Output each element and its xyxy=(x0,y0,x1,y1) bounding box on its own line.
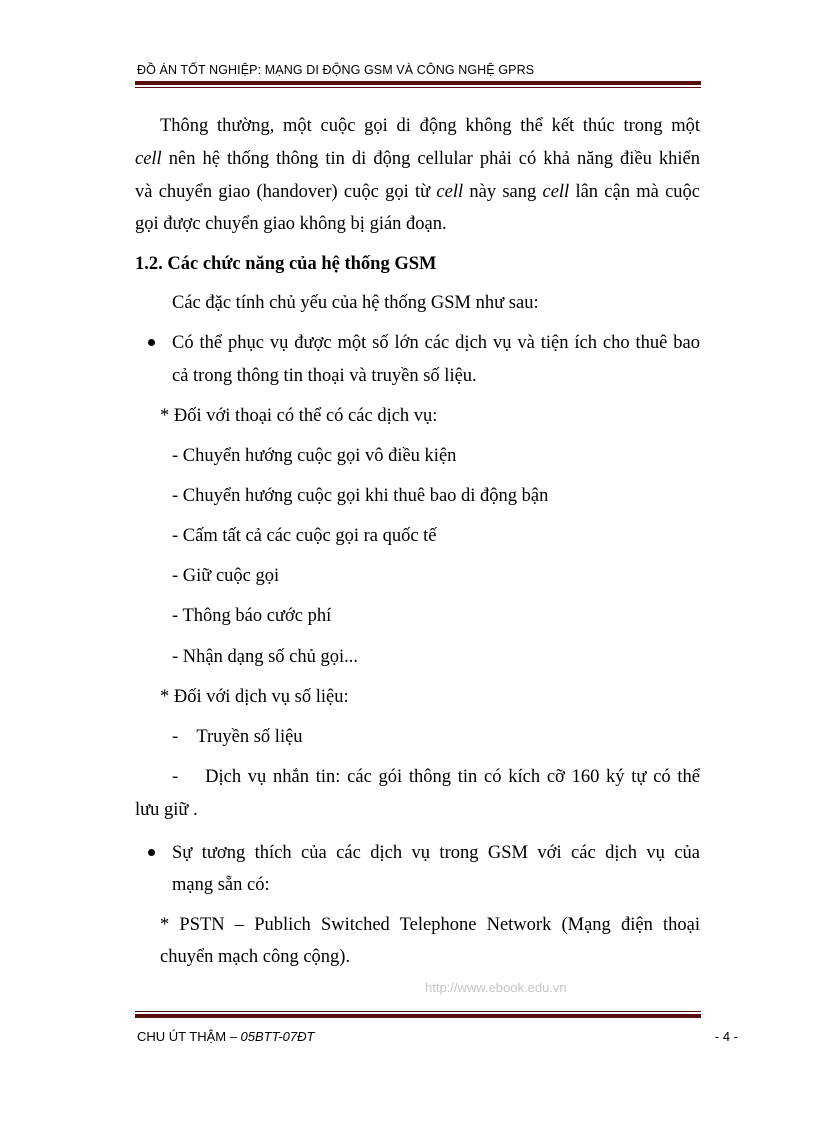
intro-line-3-b: này sang xyxy=(463,182,543,202)
intro-cell-term-2: cell xyxy=(436,182,464,202)
header-title: ĐỒ ÁN TỐT NGHIỆP: MẠNG DI ĐỘNG GSM VÀ CÔNG NGHỆ GPRS xyxy=(137,63,535,77)
footer-rule xyxy=(135,1011,701,1018)
bullet-2-dot xyxy=(148,849,155,856)
bullet-2-line-1: Sự tương thích của các dịch vụ trong GSM với các dịch vụ của xyxy=(172,843,700,863)
voice-item: - Cấm tất cả các cuộc gọi ra quốc tế xyxy=(172,526,437,546)
bullet-1-dot xyxy=(148,339,155,346)
data-item-2-line-1: - Dịch vụ nhắn tin: các gói thông tin có kích cỡ 160 ký tự có thể xyxy=(172,767,700,787)
watermark-url: http://www.ebook.edu.vn xyxy=(425,980,567,995)
intro-line-3-a: và chuyển giao (handover) cuộc gọi từ xyxy=(135,182,437,202)
intro-line-3-c: lân cận mà cuộc xyxy=(569,182,701,202)
intro-line-4: gọi được chuyển giao không bị gián đoạn. xyxy=(135,214,447,234)
voice-item: - Nhận dạng số chủ gọi... xyxy=(172,647,358,667)
bullet-1-line-1: Có thể phục vụ được một số lớn các dịch vụ và tiện ích cho thuê bao xyxy=(172,333,700,353)
voice-item: - Chuyển hướng cuộc gọi khi thuê bao di động bận xyxy=(172,486,549,506)
intro-cell-term: cell xyxy=(135,149,162,169)
pstn-line-2: chuyển mạch công cộng). xyxy=(160,947,351,967)
voice-item: - Giữ cuộc gọi xyxy=(172,566,280,586)
footer-author xyxy=(137,1029,314,1044)
data-item-1: - Truyền số liệu xyxy=(172,727,303,747)
page-number: - 4 - xyxy=(714,1029,738,1044)
intro-line-2-text: nên hệ thống thông tin di động cellular phải có khả năng điều khiển xyxy=(161,149,700,169)
section-lead: Các đặc tính chủ yếu của hệ thống GSM như sau: xyxy=(172,293,539,313)
voice-title: * Đối với thoại có thể có các dịch vụ: xyxy=(160,406,438,426)
intro-cell-term-3: cell xyxy=(542,182,570,202)
section-heading: 1.2. Các chức năng của hệ thống GSM xyxy=(135,254,437,274)
bullet-1-line-2: cả trong thông tin thoại và truyền số liệu. xyxy=(172,366,477,386)
intro-line-3 xyxy=(135,181,700,203)
bullet-2-line-2: mạng sẵn có: xyxy=(172,875,270,895)
intro-line-2 xyxy=(135,148,700,170)
voice-item: - Chuyển hướng cuộc gọi vô điều kiện xyxy=(172,446,457,466)
data-title: * Đối với dịch vụ số liệu: xyxy=(160,687,349,707)
footer-class-code: 05BTT-07ĐT xyxy=(240,1029,315,1044)
data-item-2-line-2: lưu giữ . xyxy=(135,800,198,820)
header-rule xyxy=(135,81,701,88)
intro-line-1: Thông thường, một cuộc gọi di động không thể kết thúc trong một xyxy=(160,116,700,136)
voice-item: - Thông báo cước phí xyxy=(172,606,332,626)
pstn-line-1: * PSTN – Publich Switched Telephone Network (Mạng điện thoại xyxy=(160,915,700,935)
footer-author-name: CHU ÚT THẬM – xyxy=(137,1029,241,1044)
